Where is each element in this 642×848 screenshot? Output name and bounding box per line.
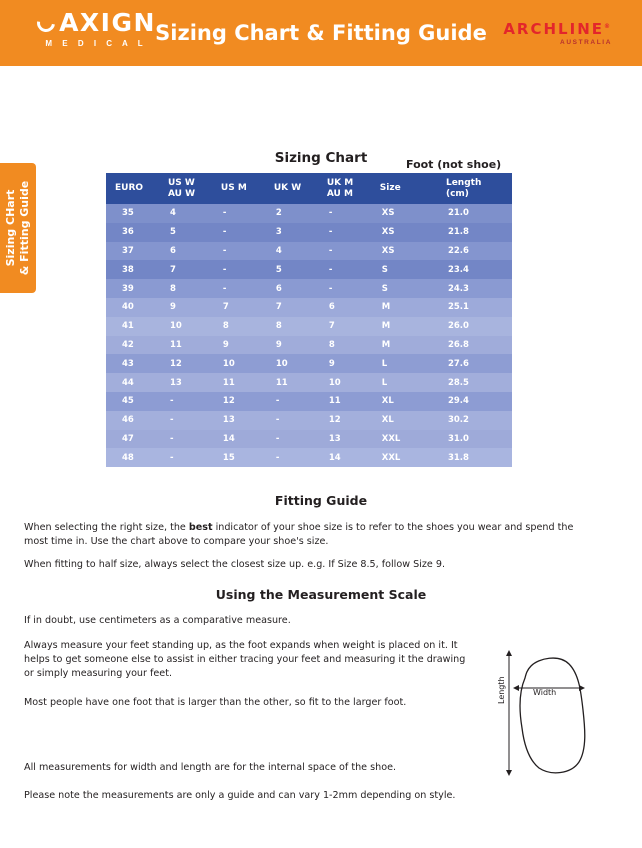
table-cell-r7-c6: 26.8 xyxy=(447,339,469,350)
table-cell-r8-c3: 10 xyxy=(275,358,288,369)
table-cell-r8-c6: 27.6 xyxy=(447,358,469,369)
table-cell-r13-c0: 48 xyxy=(122,452,134,463)
diagram-width-label: Width xyxy=(533,688,557,697)
table-cell-r9-c3: 11 xyxy=(275,377,288,388)
table-cell-r0-c5: XS xyxy=(381,208,395,219)
fitting-guide-paragraph-1 xyxy=(24,521,596,549)
table-cell-r11-c0: 46 xyxy=(122,415,134,426)
table-cell-r6-c1: 10 xyxy=(169,321,182,332)
table-cell-r6-c0: 41 xyxy=(122,321,134,332)
axign-medical-subtitle: M E D I C A L xyxy=(45,39,147,48)
table-col-header-1-line1: US W xyxy=(167,177,195,188)
fitting-p1-part-b: indicator of your shoe size is to refer to the shoes you wear and spend the most time in. Use the chart above to compare your shoe's size. xyxy=(24,522,574,547)
table-cell-r5-c0: 40 xyxy=(122,302,134,313)
table-cell-r7-c3: 9 xyxy=(275,339,282,350)
table-cell-r10-c2: 12 xyxy=(222,396,235,407)
measurement-paragraph-5: Please note the measurements are only a guide and can vary 1-2mm depending on style. xyxy=(24,790,456,801)
table-cell-r3-c4: - xyxy=(328,264,333,275)
table-cell-r9-c6: 28.5 xyxy=(447,377,469,388)
archline-logo xyxy=(503,20,612,46)
table-cell-r9-c2: 11 xyxy=(222,377,235,388)
table-cell-r10-c3: - xyxy=(275,396,280,407)
table-cell-r12-c6: 31.0 xyxy=(447,433,469,444)
foot-outline-icon xyxy=(495,648,615,778)
table-row xyxy=(106,448,512,467)
table-row xyxy=(106,279,512,298)
table-cell-r3-c3: 5 xyxy=(275,264,282,275)
table-cell-r3-c0: 38 xyxy=(122,264,134,275)
table-cell-r2-c4: - xyxy=(328,245,333,256)
foot-measurement-diagram xyxy=(495,648,615,778)
table-col-header-3 xyxy=(265,173,318,204)
table-cell-r0-c6: 21.0 xyxy=(447,208,469,219)
fitting-p1-bold: best xyxy=(188,522,213,533)
table-cell-r4-c4: - xyxy=(328,283,333,294)
table-header-row xyxy=(106,173,512,204)
side-tab-label-line2: & Fitting Guide xyxy=(18,180,31,276)
table-cell-r1-c4: - xyxy=(328,227,333,238)
table-cell-r0-c4: - xyxy=(328,208,333,219)
table-cell-r6-c6: 26.0 xyxy=(447,321,469,332)
table-cell-r13-c5: XXL xyxy=(381,452,401,463)
table-cell-r7-c5: M xyxy=(381,339,391,350)
table-cell-r6-c3: 8 xyxy=(275,321,282,332)
table-row xyxy=(106,354,512,373)
table-cell-r4-c6: 24.3 xyxy=(447,283,469,294)
table-cell-r2-c3: 4 xyxy=(275,245,282,256)
side-tab-label xyxy=(4,181,32,276)
table-cell-r2-c6: 22.6 xyxy=(447,245,469,256)
table-cell-r5-c4: 6 xyxy=(328,302,335,313)
table-cell-r11-c3: - xyxy=(275,415,280,426)
table-cell-r8-c4: 9 xyxy=(328,358,335,369)
table-cell-r8-c1: 12 xyxy=(169,358,182,369)
table-cell-r9-c0: 44 xyxy=(122,377,134,388)
page-title: Sizing Chart & Fitting Guide xyxy=(155,21,487,45)
registered-trademark-icon: ® xyxy=(604,23,612,30)
table-cell-r10-c5: XL xyxy=(381,396,394,407)
table-cell-r6-c5: M xyxy=(381,321,391,332)
table-row xyxy=(106,260,512,279)
table-cell-r13-c4: 14 xyxy=(328,452,341,463)
table-col-header-0 xyxy=(106,173,159,204)
table-cell-r7-c1: 11 xyxy=(169,339,182,350)
table-row xyxy=(106,336,512,355)
table-cell-r10-c0: 45 xyxy=(122,396,134,407)
fitting-guide-paragraph-2: When fitting to half size, always select the closest size up. e.g. If Size 8.5, follow Size 9. xyxy=(24,559,446,570)
table-row xyxy=(106,430,512,449)
table-cell-r2-c5: XS xyxy=(381,245,395,256)
foot-not-shoe-note: Foot (not shoe) xyxy=(406,158,502,171)
table-col-header-0-line1: EURO xyxy=(115,183,144,193)
table-row xyxy=(106,204,512,223)
side-tab-sizing-chart xyxy=(0,163,36,293)
table-cell-r13-c3: - xyxy=(275,452,280,463)
table-cell-r5-c1: 9 xyxy=(169,302,176,313)
side-tab-label-line1: Sizing CHart xyxy=(4,189,17,267)
table-col-header-2 xyxy=(212,173,265,204)
table-cell-r11-c2: 13 xyxy=(222,415,235,426)
table-col-header-1-line2: AU W xyxy=(167,188,196,199)
table-cell-r11-c5: XL xyxy=(381,415,394,426)
table-cell-r13-c6: 31.8 xyxy=(447,452,469,463)
table-cell-r5-c6: 25.1 xyxy=(447,302,469,313)
table-col-header-2-line1: US M xyxy=(220,183,247,193)
table-col-header-5-line1: Size xyxy=(379,183,401,193)
table-col-header-6-line2: (cm) xyxy=(445,188,469,199)
measurement-scale-title: Using the Measurement Scale xyxy=(215,587,427,602)
table-cell-r8-c2: 10 xyxy=(222,358,235,369)
table-col-header-1 xyxy=(159,173,212,204)
table-col-header-4-line1: UK M xyxy=(326,177,354,188)
table-cell-r5-c5: M xyxy=(381,302,391,313)
table-cell-r3-c2: - xyxy=(222,264,227,275)
table-cell-r4-c3: 6 xyxy=(275,283,282,294)
axign-wordmark: AXIGN xyxy=(59,8,156,37)
sizing-chart-table xyxy=(106,173,512,467)
table-cell-r1-c5: XS xyxy=(381,227,395,238)
table-cell-r12-c0: 47 xyxy=(122,433,134,444)
table-cell-r9-c1: 13 xyxy=(169,377,182,388)
table-cell-r0-c3: 2 xyxy=(275,208,282,219)
fitting-p1-part-a: When selecting the right size, the xyxy=(24,522,189,533)
measurement-paragraph-2: Always measure your feet standing up, as the foot expands when weight is placed on it. It helps to get someone else to assist in either tracing your feet and measuring it the drawing or simply measuring your feet. xyxy=(24,640,466,679)
table-cell-r7-c4: 8 xyxy=(328,339,335,350)
table-col-header-6 xyxy=(437,173,512,204)
table-cell-r4-c2: - xyxy=(222,283,227,294)
page-header xyxy=(0,0,642,66)
table-cell-r1-c0: 36 xyxy=(122,227,134,238)
table-cell-r10-c4: 11 xyxy=(328,396,341,407)
table-row xyxy=(106,373,512,392)
table-row xyxy=(106,411,512,430)
measurement-paragraph-1: If in doubt, use centimeters as a comparative measure. xyxy=(24,615,291,626)
table-cell-r12-c3: - xyxy=(275,433,280,444)
table-cell-r11-c6: 30.2 xyxy=(447,415,469,426)
table-cell-r10-c6: 29.4 xyxy=(447,396,469,407)
diagram-length-label: Length xyxy=(497,676,506,704)
table-cell-r6-c2: 8 xyxy=(222,321,229,332)
table-cell-r4-c5: S xyxy=(381,283,388,294)
sizing-chart-body xyxy=(106,204,512,467)
table-cell-r1-c6: 21.8 xyxy=(447,227,469,238)
table-cell-r1-c3: 3 xyxy=(275,227,282,238)
archline-wordmark xyxy=(503,20,612,38)
table-row xyxy=(106,317,512,336)
table-cell-r12-c1: - xyxy=(169,433,174,444)
table-cell-r10-c1: - xyxy=(169,396,174,407)
measurement-paragraph-3: Most people have one foot that is larger than the other, so fit to the larger foot. xyxy=(24,697,407,708)
table-cell-r8-c0: 43 xyxy=(122,358,134,369)
sizing-chart-head xyxy=(106,173,512,204)
table-row xyxy=(106,392,512,411)
table-cell-r11-c4: 12 xyxy=(328,415,341,426)
table-cell-r2-c1: 6 xyxy=(169,245,176,256)
table-cell-r8-c5: L xyxy=(381,358,388,369)
table-cell-r12-c2: 14 xyxy=(222,433,235,444)
table-row xyxy=(106,298,512,317)
table-cell-r5-c2: 7 xyxy=(222,302,229,313)
table-cell-r1-c2: - xyxy=(222,227,227,238)
table-cell-r0-c2: - xyxy=(222,208,227,219)
table-cell-r3-c6: 23.4 xyxy=(447,264,469,275)
table-cell-r5-c3: 7 xyxy=(275,302,282,313)
table-cell-r3-c5: S xyxy=(381,264,388,275)
table-cell-r13-c2: 15 xyxy=(222,452,235,463)
archline-text: ARCHLINE xyxy=(503,20,604,38)
table-cell-r3-c1: 7 xyxy=(169,264,176,275)
table-col-header-4-line2: AU M xyxy=(326,188,353,199)
table-cell-r13-c1: - xyxy=(169,452,174,463)
table-cell-r4-c0: 39 xyxy=(122,283,134,294)
table-cell-r12-c4: 13 xyxy=(328,433,341,444)
table-cell-r4-c1: 8 xyxy=(169,283,176,294)
table-cell-r2-c0: 37 xyxy=(122,245,134,256)
table-cell-r7-c0: 42 xyxy=(122,339,134,350)
table-cell-r11-c1: - xyxy=(169,415,174,426)
table-col-header-6-line1: Length xyxy=(445,177,482,188)
table-col-header-3-line1: UK W xyxy=(273,183,302,193)
table-cell-r6-c4: 7 xyxy=(328,321,335,332)
table-cell-r9-c5: L xyxy=(381,377,388,388)
table-cell-r7-c2: 9 xyxy=(222,339,229,350)
table-cell-r0-c0: 35 xyxy=(122,208,134,219)
table-cell-r2-c2: - xyxy=(222,245,227,256)
sizing-chart-title: Sizing Chart xyxy=(274,150,368,166)
archline-australia-subtitle: AUSTRALIA xyxy=(560,39,612,46)
table-col-header-5 xyxy=(371,173,437,204)
table-cell-r1-c1: 5 xyxy=(169,227,176,238)
table-col-header-4 xyxy=(318,173,371,204)
fitting-guide-title: Fitting Guide xyxy=(274,493,368,508)
table-cell-r9-c4: 10 xyxy=(328,377,341,388)
table-row xyxy=(106,242,512,261)
measurement-paragraph-4: All measurements for width and length are for the internal space of the shoe. xyxy=(24,762,397,773)
table-cell-r12-c5: XXL xyxy=(381,433,401,444)
table-row xyxy=(106,223,512,242)
table-cell-r0-c1: 4 xyxy=(169,208,176,219)
